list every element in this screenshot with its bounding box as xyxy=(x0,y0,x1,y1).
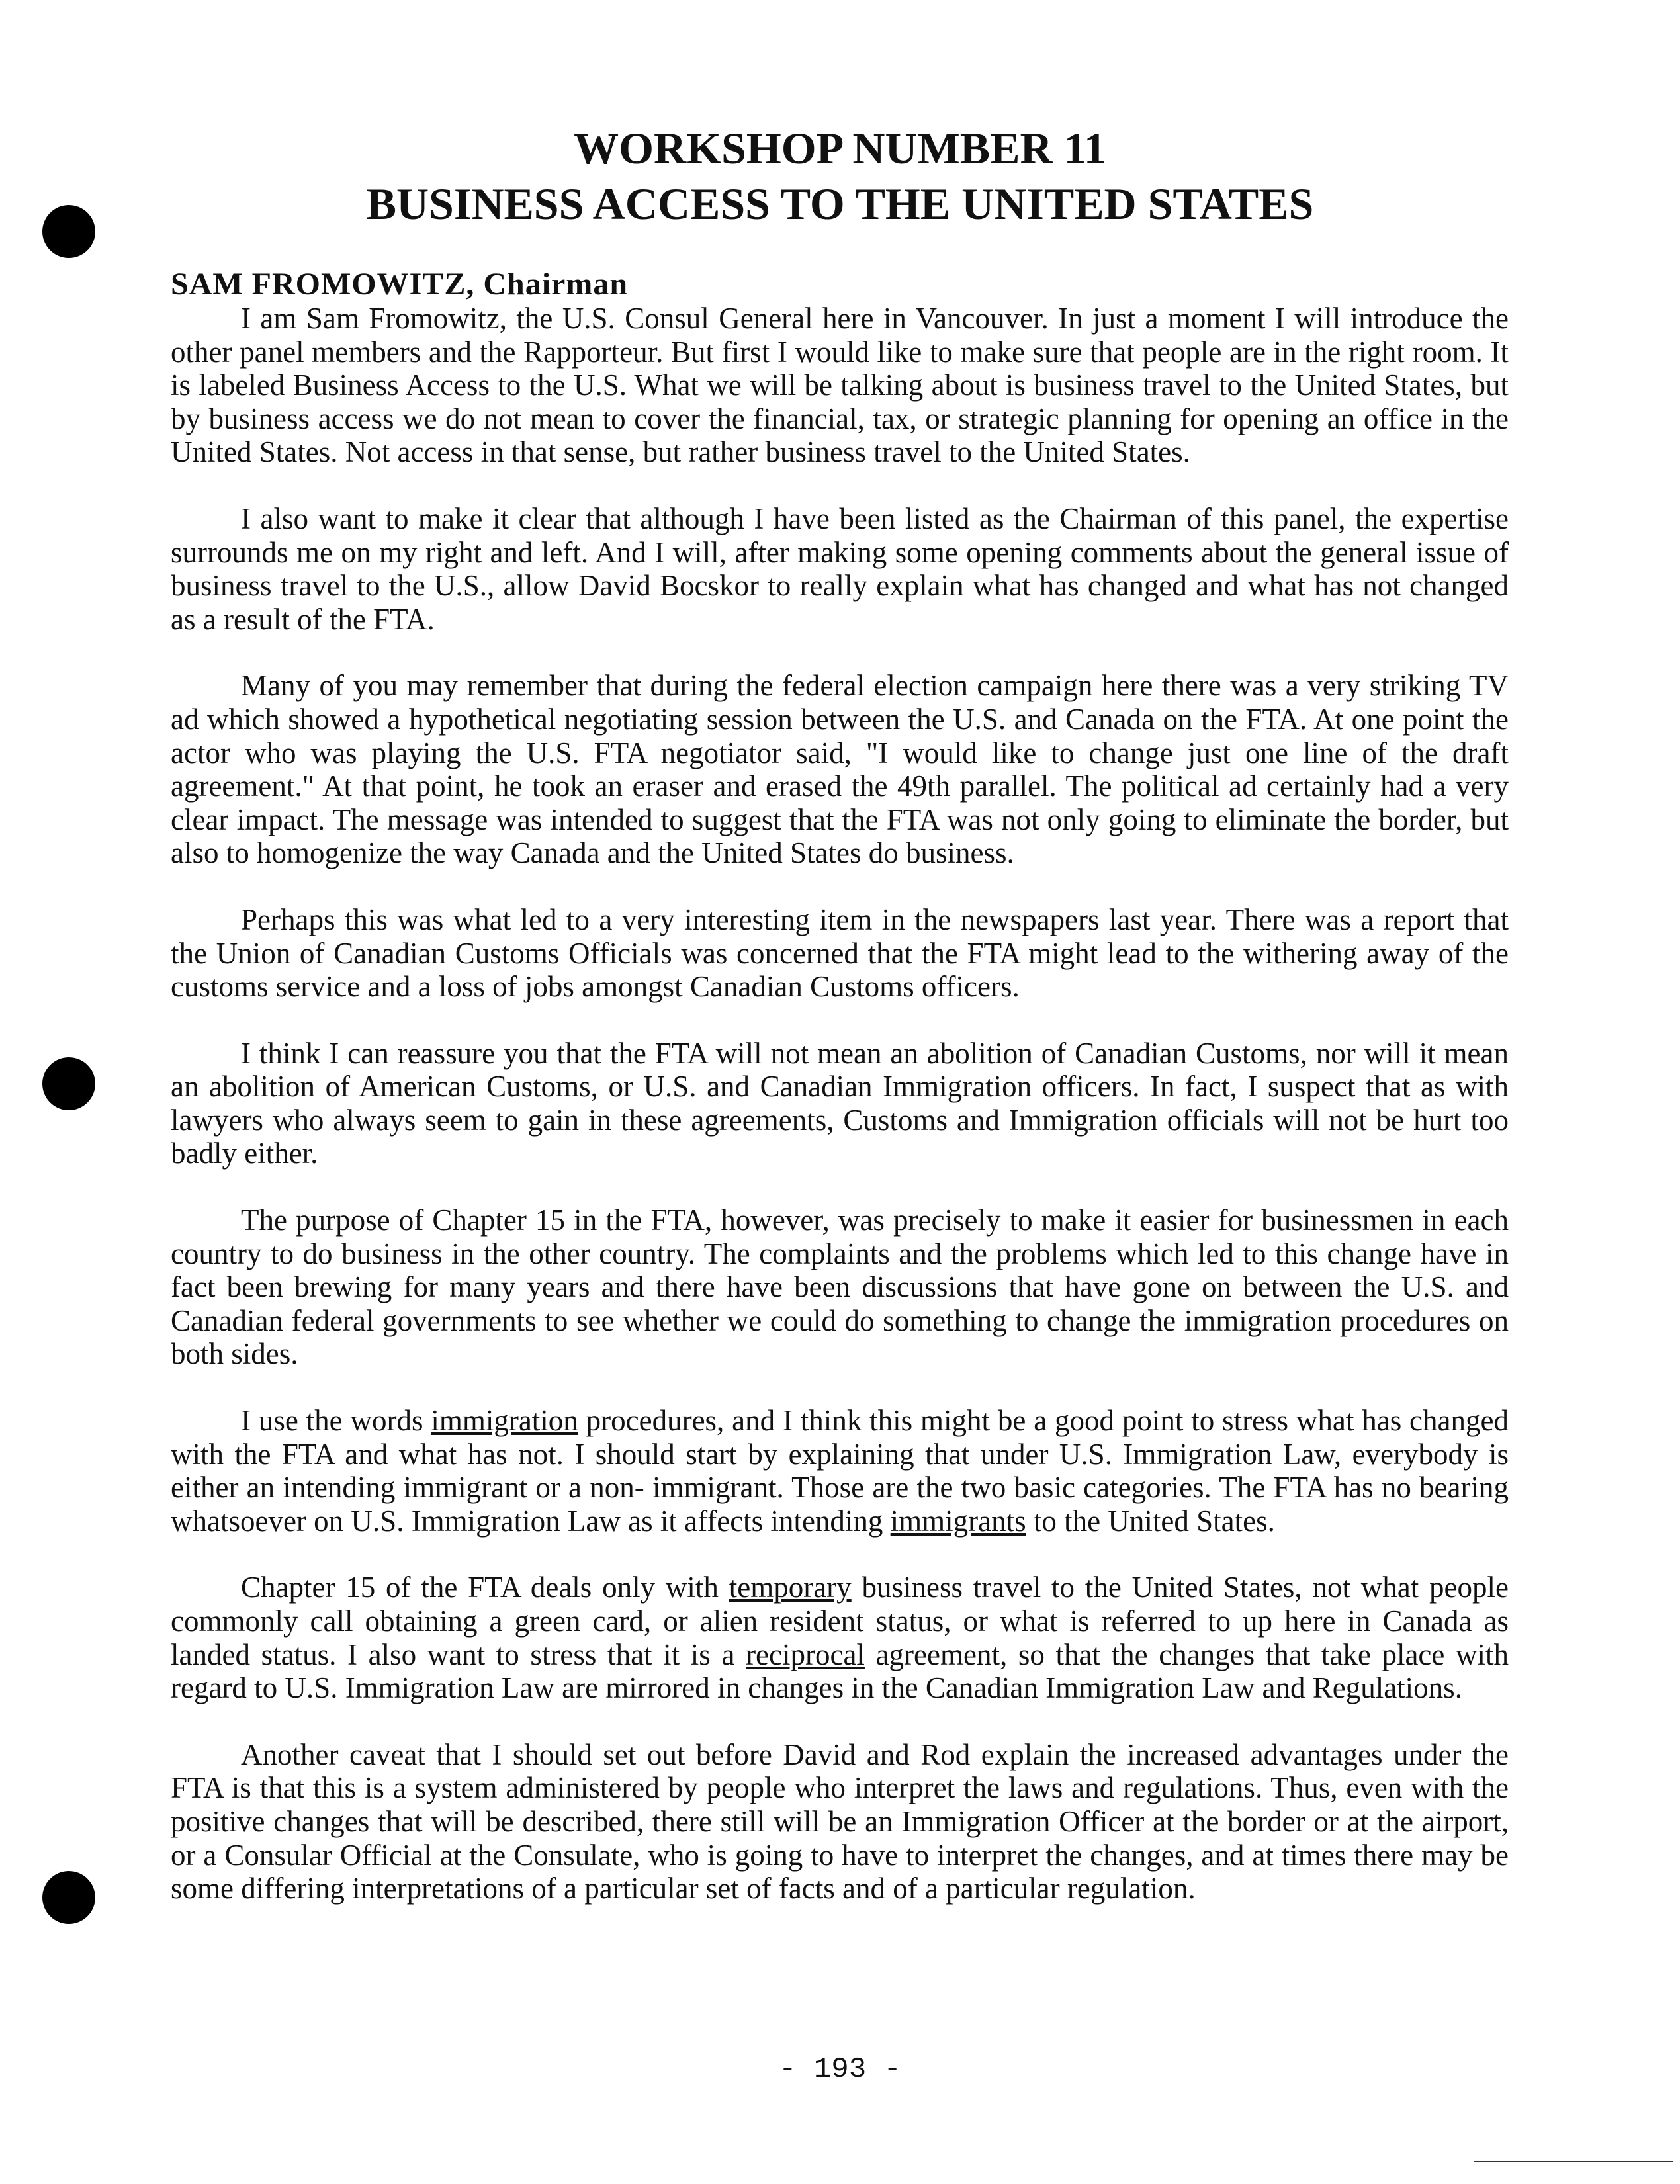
paragraph-8-part-c: agreement, so that the changes that take place with regard to U.S. Immigration Law are mirrored in changes in the Canadian Immigration Law and Regulations. xyxy=(171,1638,1509,1705)
paragraph-8-part-b: business travel to the United States, not what people commonly call obtaining a green card, or alien resident status, or what is referred to up here in Canada as landed status. I also want to stress that it is a xyxy=(171,1571,1509,1671)
paragraph-3: Many of you may remember that during the federal election campaign here there was a very striking TV ad which showed a hypothetical negotiating session between the U.S. and Canada on the FTA. At one point the actor who was playing the U.S. FTA negotiator said, "I would like to change just one line of the draft agreement." At that point, he took an eraser and erased the 49th parallel. The political ad certainly had a very clear impact. The message was intended to suggest that the FTA was not only going to eliminate the border, but also to homogenize the way Canada and the United States do business. xyxy=(171,669,1509,870)
paragraph-6: The purpose of Chapter 15 in the FTA, however, was precisely to make it easier for businessmen in each country to do business in the other country. The complaints and the problems which led to this change have in fact been brewing for many years and there have been discussions that have gone on between the U.S. and Canadian federal governments to see whether we could do something to change the immigration procedures on both sides. xyxy=(171,1203,1509,1371)
paragraph-8 xyxy=(171,1571,1509,1704)
punch-hole xyxy=(42,1871,95,1924)
paragraph-9: Another caveat that I should set out before David and Rod explain the increased advantages under the FTA is that this is a system administered by people who interpret the laws and regulations. Thus, even with the positive changes that will be described, there still will be an Immigration Officer at the border or at the airport, or a Consular Official at the Consulate, who is going to have to interpret the changes, and at times there may be some differing interpretations of a particular set of facts and of a particular regulation. xyxy=(171,1737,1509,1905)
page-number: - 193 - xyxy=(779,2053,901,2086)
paragraph-7-part-c: to the United States. xyxy=(1026,1504,1275,1538)
paragraph-7 xyxy=(171,1404,1509,1538)
paragraph-4: Perhaps this was what led to a very interesting item in the newspapers last year. There was a report that the Union of Canadian Customs Officials was concerned that the FTA might lead to the withering away of the customs service and a loss of jobs amongst Canadian Customs officers. xyxy=(171,902,1509,1004)
underlined-term-temporary: temporary xyxy=(729,1571,852,1604)
paragraph-8-part-a: Chapter 15 of the FTA deals only with xyxy=(241,1571,729,1604)
underlined-term-reciprocal: reciprocal xyxy=(746,1638,865,1671)
paragraph-5: I think I can reassure you that the FTA will not mean an abolition of Canadian Customs, nor will it mean an abolition of American Customs, or U.S. and Canadian Immigration officers. In fact, I suspect that as with lawyers who always seem to gain in these agreements, Customs and Immigration officials will not be hurt too badly either. xyxy=(171,1036,1509,1170)
speaker-heading: SAM FROMOWITZ, Chairman xyxy=(171,267,629,302)
paragraph-7-part-b: procedures, and I think this might be a good point to stress what has changed with the FTA and what has not. I should start by explaining that under U.S. Immigration Law, everybody is either an intending immigrant or a non- immigrant. Those are the two basic categories. The FTA has no bearing whatsoever on U.S. Immigration Law as it affects intending xyxy=(171,1404,1509,1538)
paragraph-2: I also want to make it clear that although I have been listed as the Chairman of this panel, the expertise surrounds me on my right and left. And I will, after making some opening comments about the general issue of business travel to the U.S., allow David Bocskor to really explain what has changed and what has not changed as a result of the FTA. xyxy=(171,502,1509,636)
page-title xyxy=(0,120,1680,232)
punch-hole xyxy=(42,1057,95,1110)
underlined-term-immigration: immigration xyxy=(431,1404,578,1438)
title-line-2: BUSINESS ACCESS TO THE UNITED STATES xyxy=(366,179,1314,229)
paragraph-1: I am Sam Fromowitz, the U.S. Consul General here in Vancouver. In just a moment I will introduce the other panel members and the Rapporteur. But first I would like to make sure that people are in the right room. It is labeled Business Access to the U.S. What we will be talking about is business travel to the United States, but by business access we do not mean to cover the financial, tax, or strategic planning for opening an office in the United States. Not access in that sense, but rather business travel to the United States. xyxy=(171,302,1509,469)
footer-rule xyxy=(1474,2161,1673,2162)
title-line-1: WORKSHOP NUMBER 11 xyxy=(574,123,1106,173)
paragraph-7-part-a: I use the words xyxy=(241,1404,431,1438)
body-text xyxy=(171,267,1509,1939)
underlined-term-immigrants: immigrants xyxy=(890,1504,1026,1538)
